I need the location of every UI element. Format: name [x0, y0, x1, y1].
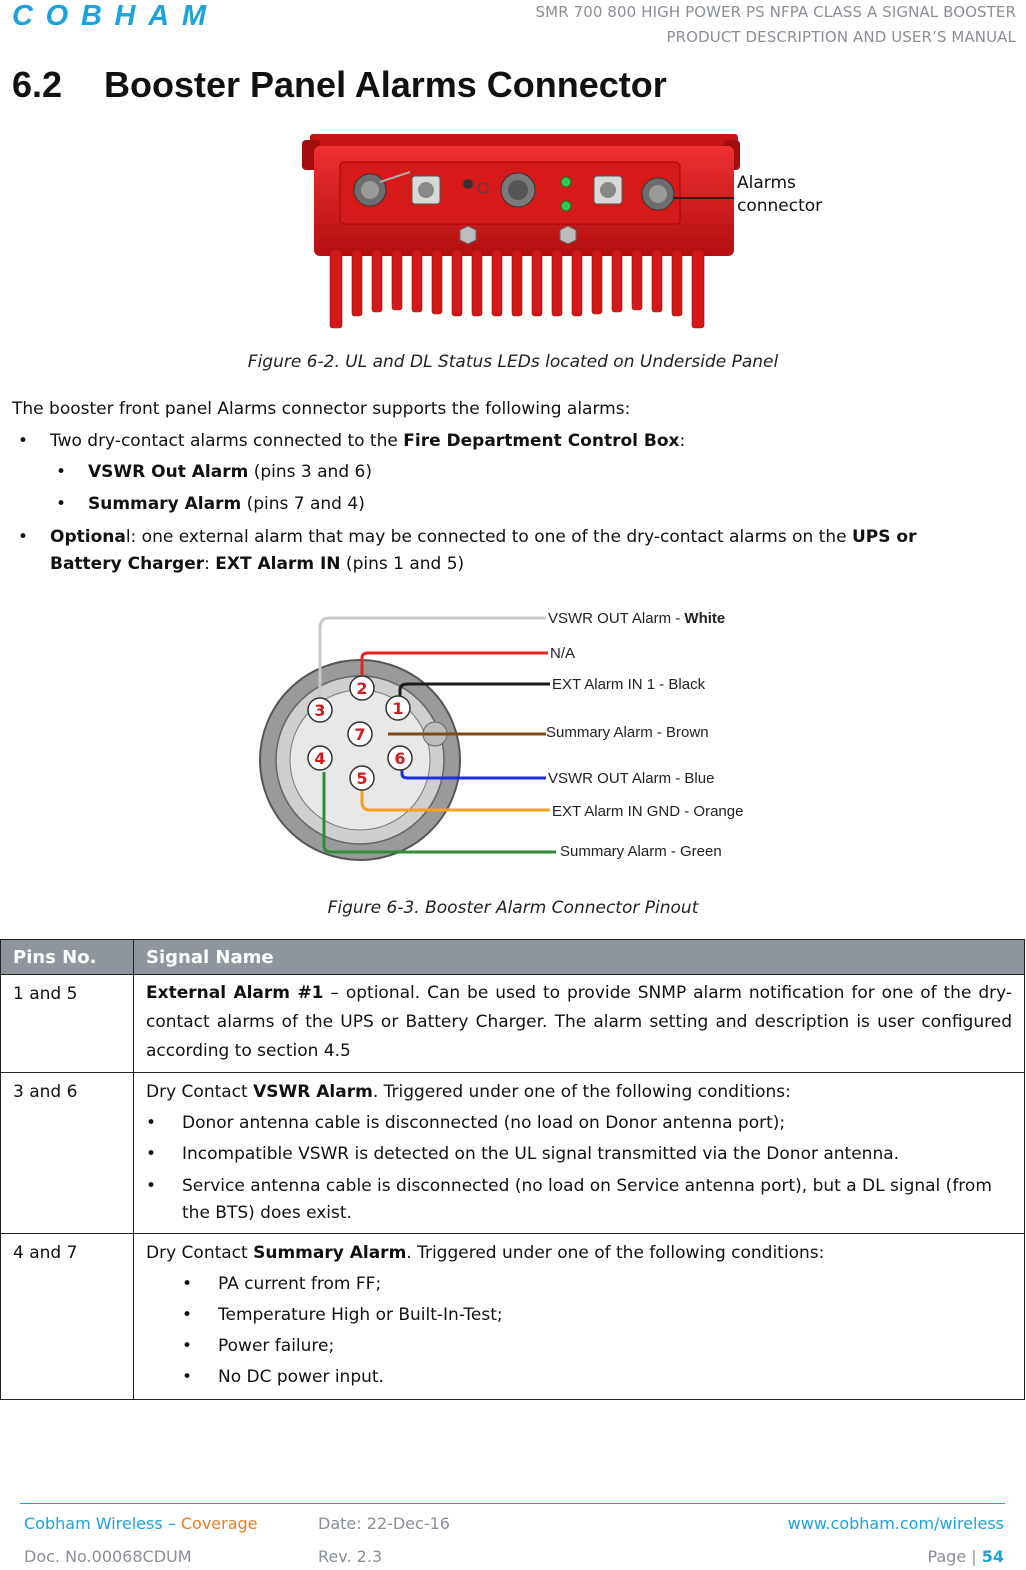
pins-cell: 1 and 5 — [1, 975, 134, 1073]
label-na: N/A — [550, 645, 576, 662]
col-header-pins: Pins No. — [1, 940, 134, 975]
pin-2-label: 2 — [356, 679, 368, 698]
figure-caption-1: Figure 6-2. UL and DL Status LEDs located on Underside Panel — [247, 352, 779, 372]
table-row — [1, 1073, 1025, 1234]
section-number: 6.2 — [12, 64, 63, 105]
pins-cell: 4 and 7 — [1, 1234, 134, 1400]
sub-bullet-summary: • Summary Alarm (pins 7 and 4) — [56, 494, 365, 514]
bullet-fdcb: • Two dry-contact alarms connected to the Fire Department Control Box: — [18, 431, 686, 451]
ground-screw — [463, 179, 473, 189]
led-green-1 — [561, 177, 571, 187]
bullet-optional-line2: Battery Charger: EXT Alarm IN (pins 1 and 5) — [50, 554, 465, 574]
label-vswr-out-white: VSWR OUT Alarm - White — [548, 610, 726, 627]
sub-bullet-vswr: • VSWR Out Alarm (pins 3 and 6) — [56, 462, 372, 482]
col-header-signal: Signal Name — [134, 940, 1025, 975]
doc-title-line1: SMR 700 800 HIGH POWER PS NFPA CLASS A SIGNAL BOOSTER — [535, 3, 1016, 21]
pins-cell: 3 and 6 — [1, 1073, 134, 1234]
pin-3-label: 3 — [314, 701, 326, 720]
alarms-connector — [642, 178, 674, 210]
figure-caption-2: Figure 6-3. Booster Alarm Connector Pinout — [327, 898, 699, 918]
cobham-logo — [12, 2, 212, 28]
callout-label-2: connector — [737, 196, 823, 216]
external-alarm-description: External Alarm #1 – optional. Can be used to provide SNMP alarm notification for one of the dry-contact alarms of the UPS or Battery Charger. The alarm setting and description is user configured according to section 4.5 — [146, 983, 1013, 1061]
pin-1-label: 1 — [392, 699, 404, 718]
pin-6-label: 6 — [394, 749, 406, 768]
list-item: • Donor antenna cable is disconnected (no load on Donor antenna port); — [146, 1113, 786, 1133]
footer-divider — [20, 1503, 1005, 1504]
signal-cell — [134, 1234, 1025, 1400]
vswr-alarm-description: Dry Contact VSWR Alarm. Triggered under one of the following conditions: — [146, 1082, 791, 1102]
label-vswr-out-blue: VSWR OUT Alarm - Blue — [548, 770, 715, 787]
list-item: • Incompatible VSWR is detected on the UL signal transmitted via the Donor antenna. — [146, 1144, 900, 1164]
footer-doc-number: Doc. No.00068CDUM — [24, 1547, 192, 1566]
pins-table — [0, 939, 1025, 1400]
list-item: • Temperature High or Built-In-Test; — [182, 1305, 503, 1325]
callout-label-1: Alarms — [737, 173, 796, 193]
section-title: Booster Panel Alarms Connector — [104, 64, 667, 105]
list-item: • Service antenna cable is disconnected (no load on Service antenna port), but a DL signal (from the BTS) does exist. — [146, 1176, 992, 1223]
doc-title-line2: PRODUCT DESCRIPTION AND USER’S MANUAL — [666, 28, 1016, 46]
pin-4-label: 4 — [314, 749, 326, 768]
signal-cell — [134, 1073, 1025, 1234]
list-item: • PA current from FF; — [182, 1274, 382, 1294]
list-item: • Power failure; — [182, 1336, 335, 1356]
table-row — [1, 975, 1025, 1073]
summary-alarm-description: Dry Contact Summary Alarm. Triggered under one of the following conditions: — [146, 1243, 825, 1263]
connector-pinout-diagram — [250, 598, 780, 870]
booster-underside-image — [300, 132, 830, 332]
pin-7-label: 7 — [354, 725, 366, 744]
label-summary-brown: Summary Alarm - Brown — [546, 724, 709, 741]
pin-5-label: 5 — [356, 769, 368, 788]
footer-website-link[interactable]: www.cobham.com/wireless — [787, 1514, 1004, 1533]
section-heading — [12, 64, 667, 106]
label-summary-green: Summary Alarm - Green — [560, 843, 722, 860]
document-header — [536, 0, 1016, 50]
list-item: • No DC power input. — [182, 1367, 384, 1387]
intro-paragraph: The booster front panel Alarms connector supports the following alarms: — [12, 399, 631, 419]
bullet-optional: • Optional: one external alarm that may be connected to one of the dry-contact alarms on the UPS or — [18, 527, 917, 547]
table-row — [1, 1234, 1025, 1400]
table-header-row — [1, 940, 1025, 975]
footer-date: Date: 22-Dec-16 — [318, 1514, 450, 1533]
label-ext-alarm-black: EXT Alarm IN 1 - Black — [552, 676, 706, 693]
footer-revision: Rev. 2.3 — [318, 1547, 383, 1566]
label-ext-gnd-orange: EXT Alarm IN GND - Orange — [552, 803, 744, 820]
svg-text:COBHAM: COBHAM — [12, 2, 208, 28]
led-green-2 — [561, 201, 571, 211]
footer-page-number: Page | 54 — [927, 1547, 1004, 1566]
footer-company: Cobham Wireless – Coverage — [24, 1514, 258, 1533]
signal-cell — [134, 975, 1025, 1073]
heat-sink-fins — [330, 250, 704, 328]
